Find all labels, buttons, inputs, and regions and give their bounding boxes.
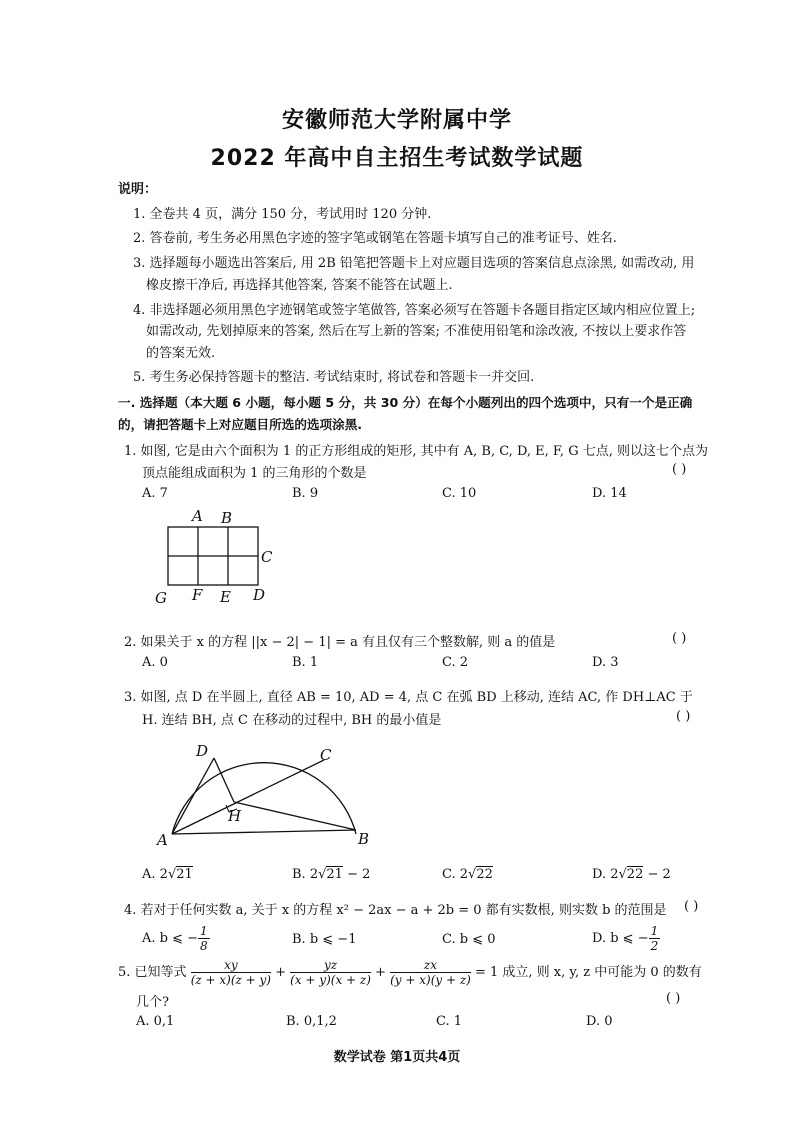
q5-fraction-3: $\frac{zx}{(y + x)(y + z)}$ (390, 958, 471, 987)
q1-label-g: G (155, 589, 167, 607)
q3-label-a: A (157, 831, 168, 849)
instruction-1: 1. 全卷共 4 页，满分 150 分，考试用时 120 分钟. (133, 207, 432, 222)
instruction-5: 5. 考生务必保持答题卡的整洁. 考试结束时, 将试卷和答题卡一并交回. (133, 370, 535, 385)
q4-answer-blank: ( ) (684, 899, 699, 914)
q3-option-b: B. 2√21 − 2 (292, 867, 371, 882)
q1-stem-line1: 1. 如图, 它是由六个面积为 1 的正方形组成的矩形, 其中有 A, B, C, D, E, F, G 七点, 则以这七个点为 (124, 444, 708, 459)
q1-label-f: F (192, 586, 203, 604)
q3-label-d: D (196, 742, 209, 760)
segment-ac (172, 760, 324, 834)
instruction-2: 2. 答卷前, 考生务必用黑色字迹的签字笔或钢笔在答题卡填写自己的准考证号、姓名. (133, 231, 617, 246)
q3-label-c: C (320, 746, 332, 764)
q1-answer-blank: ( ) (672, 462, 687, 477)
section1-heading: 一. 选择题（本大题 6 小题，每小题 5 分，共 30 分）在每个小题列出的四个选项中，只有一个是正确 (118, 395, 693, 410)
q2-stem: 2. 如果关于 x 的方程 ||x − 2| − 1| = a 有且仅有三个整数解, 则 a 的值是 (124, 635, 556, 650)
q3-option-d: D. 2√22 − 2 (592, 867, 671, 882)
diameter-ab (172, 830, 356, 834)
q4-option-b: B. b ⩽ −1 (292, 932, 357, 947)
instruction-4-cont2: 的答案无效. (146, 346, 216, 361)
q5-option-a: A. 0,1 (136, 1014, 175, 1029)
q5-fraction-1: $\frac{xy}{(z + x)(z + y)}$ (190, 958, 271, 987)
q3-stem-line1: 3. 如图, 点 D 在半圆上, 直径 AB = 10, AD = 4, 点 C 在弧 BD 上移动, 连结 AC, 作 DH⊥AC 于 (124, 690, 693, 705)
q5-option-b: B. 0,1,2 (286, 1014, 337, 1029)
q1-label-b: B (221, 509, 233, 527)
q5-stem-line1: 5. 已知等式 $\frac{xy}{(z + x)(z + y)}$ + $\frac{yz}{(x + y)(x + z)}$ + $\frac{zx}{(y + x)(y + z)}$ = 1 成立, 则 x, y, z 中可能为 0 的数有 (118, 958, 702, 987)
q1-label-a: A (192, 507, 203, 525)
q1-option-d: D. 14 (592, 486, 627, 501)
q4-stem: 4. 若对于任何实数 a, 关于 x 的方程 x² − 2ax − a + 2b = 0 都有实数根, 则实数 b 的范围是 (124, 903, 667, 918)
q5-answer-blank: ( ) (666, 991, 681, 1006)
q1-label-d: D (253, 586, 266, 604)
q5-option-d: D. 0 (586, 1014, 613, 1029)
q3-label-b: B (358, 830, 370, 848)
q3-option-a: A. 2√21 (142, 867, 193, 882)
segment-bh (234, 802, 356, 830)
q4-option-d-fraction: $\frac{1}{2}$ (650, 924, 659, 953)
q1-grid-figure (148, 505, 288, 610)
q2-answer-blank: ( ) (672, 631, 687, 646)
q4-option-c: C. b ⩽ 0 (442, 932, 496, 947)
instruction-4-cont1: 如需改动, 先划掉原来的答案, 然后在写上新的答案; 不准使用铅笔和涂改液, 不按以上要求作答 (146, 324, 687, 339)
q4-option-d: D. b ⩽ − $\frac{1}{2}$ (592, 924, 659, 953)
q4-option-a: A. b ⩽ − $\frac{1}{8}$ (142, 924, 208, 953)
q2-option-b: B. 1 (292, 655, 319, 670)
q1-label-c: C (261, 548, 273, 566)
section1-heading-cont: 的，请把答题卡上对应题目所选的选项涂黑. (118, 417, 363, 432)
title-exam: 2022 年高中自主招生考试数学试题 (210, 146, 584, 171)
q5-option-c: C. 1 (436, 1014, 463, 1029)
q2-option-c: C. 2 (442, 655, 469, 670)
instruction-3: 3. 选择题每小题选出答案后, 用 2B 铅笔把答题卡上对应题目选项的答案信息点涂黑, 如需改动, 用 (133, 256, 695, 271)
q1-option-b: B. 9 (292, 486, 319, 501)
q4-option-a-fraction: $\frac{1}{8}$ (200, 924, 208, 953)
instruction-4: 4. 非选择题必须用黑色字迹钢笔或签字笔做答, 答案必须写在答题卡各题目指定区域内相应位置上; (133, 303, 696, 318)
segment-dh (214, 758, 234, 802)
page-footer: 数学试卷 第1页共4页 (333, 1050, 461, 1065)
q3-stem-line2: H. 连结 BH, 点 C 在移动的过程中, BH 的最小值是 (142, 713, 442, 728)
q1-option-a: A. 7 (142, 486, 168, 501)
instructions-heading: 说明： (118, 182, 158, 197)
segment-ad (172, 758, 214, 834)
q1-option-c: C. 10 (442, 486, 477, 501)
q3-label-h: H (228, 807, 242, 825)
q1-stem-line2: 顶点能组成面积为 1 的三角形的个数是 (142, 466, 367, 481)
q5-fraction-2: $\frac{yz}{(x + y)(x + z)}$ (290, 958, 371, 987)
q2-option-a: A. 0 (142, 655, 168, 670)
q3-option-c: C. 2√22 (442, 867, 493, 882)
instruction-3-cont: 橡皮擦干净后, 再选择其他答案, 答案不能答在试题上. (146, 278, 453, 293)
q3-answer-blank: ( ) (676, 709, 691, 724)
title-school: 安徽师范大学附属中学 (281, 108, 512, 133)
q5-stem-line2: 几个? (136, 995, 169, 1010)
q1-label-e: E (220, 588, 231, 606)
q2-option-d: D. 3 (592, 655, 619, 670)
q3-semicircle-figure (150, 738, 380, 850)
